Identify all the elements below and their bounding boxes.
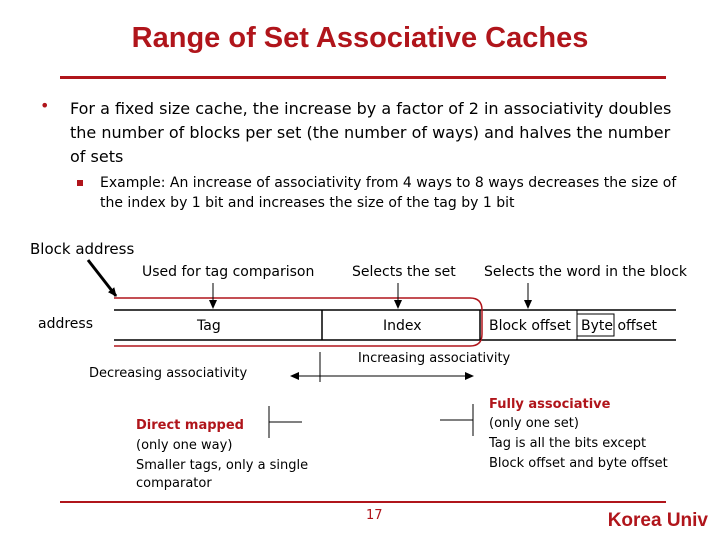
sub-bullet: Example: An increase of associativity from 4 ways to 8 ways decreases the size of the index by 1 bit and increases the size of the tag by 1 bit bbox=[100, 175, 677, 211]
byte-box bbox=[577, 314, 614, 336]
university-logo: Korea Univ bbox=[607, 510, 708, 531]
decreasing-label: Decreasing associativity bbox=[89, 366, 248, 381]
page-title: Range of Set Associative Caches bbox=[131, 22, 589, 54]
direct-mapped-line3: comparator bbox=[136, 476, 212, 491]
direct-mapped-title: Direct mapped bbox=[136, 418, 244, 433]
direct-mapped-line1: (only one way) bbox=[136, 438, 233, 453]
block-address-outline bbox=[114, 298, 482, 346]
increasing-label: Increasing associativity bbox=[358, 351, 511, 366]
tag-comparison-label: Used for tag comparison bbox=[142, 264, 315, 280]
fully-associative-line3: Block offset and byte offset bbox=[489, 456, 668, 471]
direct-mapped-line2: Smaller tags, only a single bbox=[136, 458, 309, 473]
block-address-arrow bbox=[88, 260, 116, 296]
index-field: Index bbox=[383, 318, 422, 334]
selects-set-label: Selects the set bbox=[352, 264, 456, 280]
bullet-dot: • bbox=[40, 96, 50, 115]
page-number: 17 bbox=[366, 508, 383, 523]
fully-associative-title: Fully associative bbox=[489, 397, 611, 412]
block-address-label: Block address bbox=[30, 240, 135, 258]
fully-associative-line1: (only one set) bbox=[489, 416, 579, 431]
fully-associative-line2: Tag is all the bits except bbox=[489, 436, 647, 451]
tag-field: Tag bbox=[197, 318, 221, 334]
byte-offset-field: Byte offset bbox=[581, 318, 658, 334]
address-label: address bbox=[38, 316, 94, 332]
selects-word-label: Selects the word in the block bbox=[484, 264, 688, 280]
block-offset-field: Block offset bbox=[489, 318, 571, 334]
main-bullet: For a fixed size cache, the increase by a factor of 2 in associativity doubles the number of blocks per set (the number of ways) and halves the number of sets bbox=[70, 99, 672, 166]
